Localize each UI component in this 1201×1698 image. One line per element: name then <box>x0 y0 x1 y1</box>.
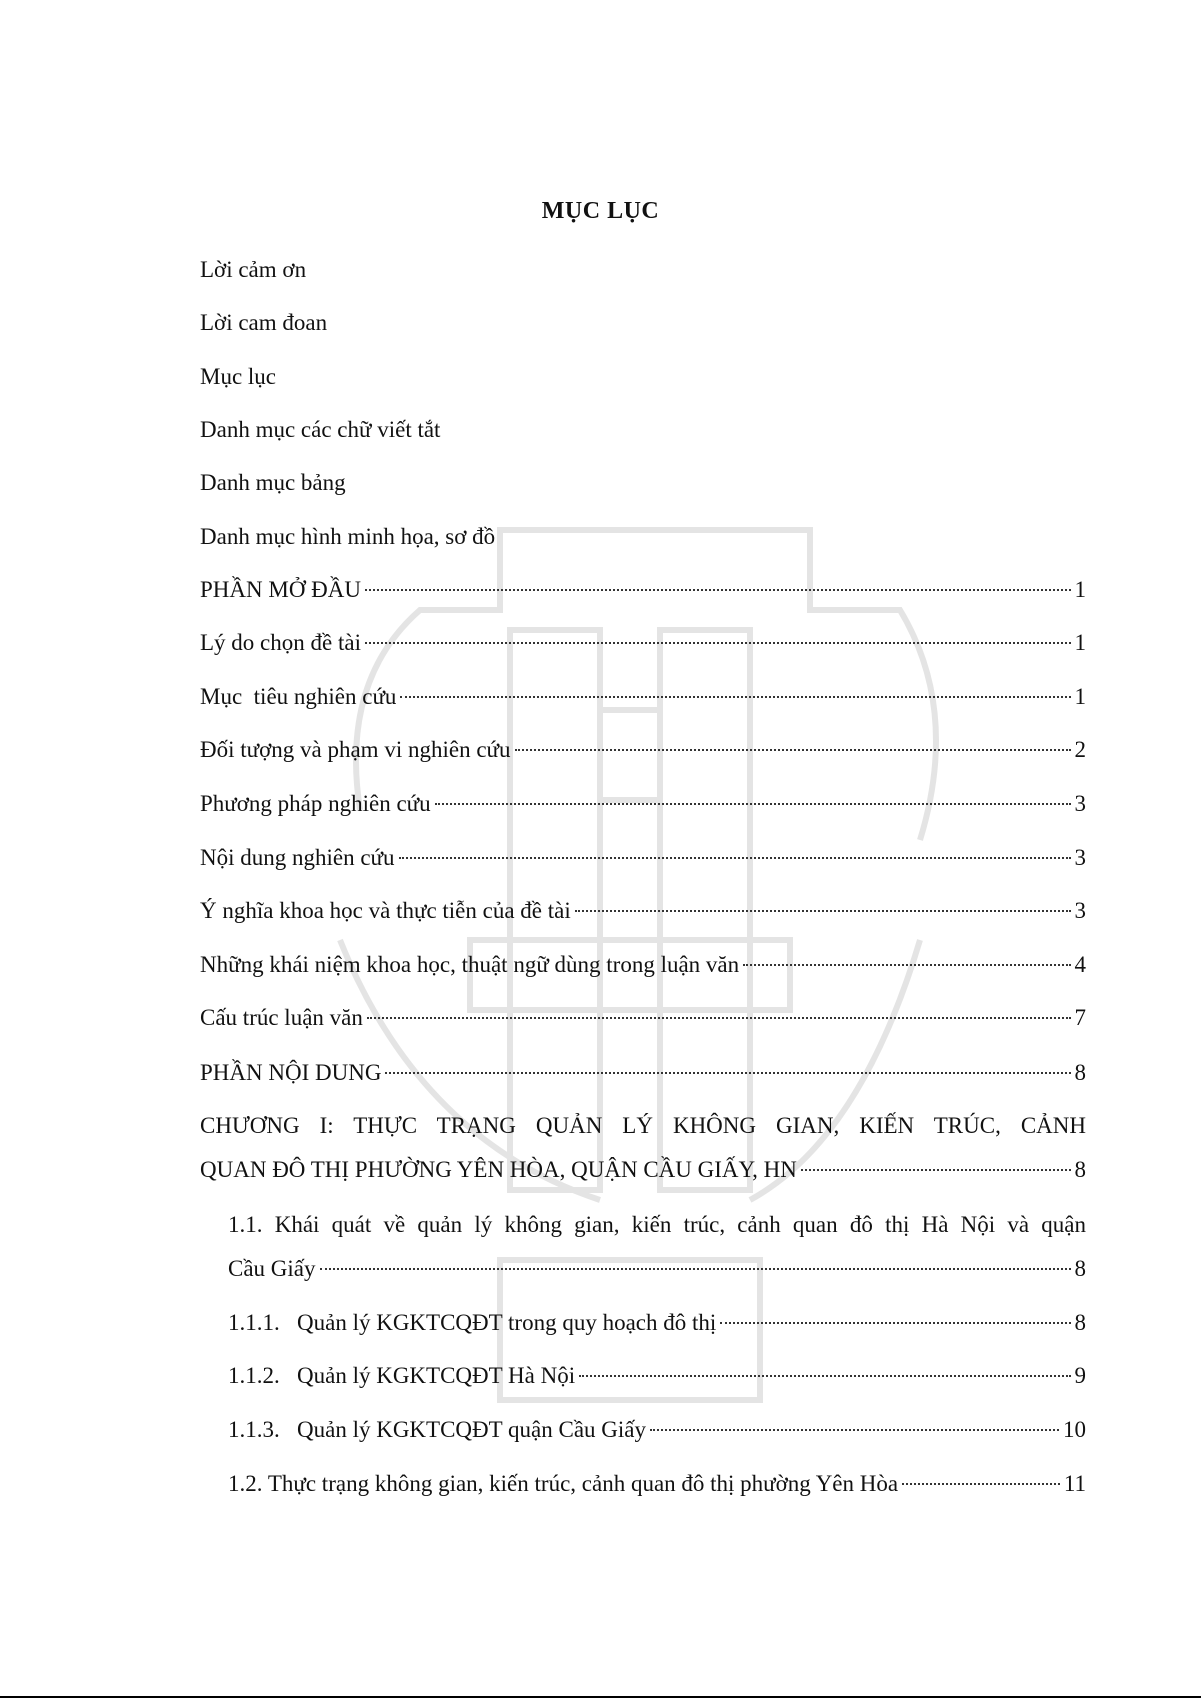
leader-dots <box>575 910 1071 912</box>
toc-entry <box>200 1060 1086 1086</box>
toc-entry-label: Cấu trúc luận văn <box>200 1005 363 1030</box>
toc-page-number: 8 <box>1074 1157 1086 1182</box>
leader-dots <box>399 857 1071 859</box>
toc-entry-label: Đối tượng và phạm vi nghiên cứu <box>200 737 511 762</box>
toc-entry <box>200 898 1086 924</box>
toc-page-number: 3 <box>1074 791 1086 816</box>
toc-entry-label: 1.1.1. Quản lý KGKTCQĐT trong quy hoạch đô thị <box>228 1310 717 1335</box>
toc-page-number: 3 <box>1074 845 1086 870</box>
toc-entry <box>200 845 1086 871</box>
chapter-1-heading-line1: CHƯƠNG I: THỰC TRẠNG QUẢN LÝ KHÔNG GIAN, KIẾN TRÚC, CẢNH <box>200 1113 1086 1138</box>
toc-entry-label: PHẦN NỘI DUNG <box>200 1060 382 1085</box>
toc-entry-label: Những khái niệm khoa học, thuật ngữ dùng trong luận văn <box>200 952 740 977</box>
toc-entry-label: Cầu Giấy <box>228 1256 316 1281</box>
toc-page-number: 3 <box>1074 898 1086 923</box>
leader-dots <box>801 1169 1071 1171</box>
leader-dots <box>400 696 1070 698</box>
toc-page-number: 11 <box>1063 1471 1086 1496</box>
front-matter-contents: Mục lục <box>200 364 277 389</box>
leader-dots <box>320 1268 1071 1270</box>
toc-page-number: 1 <box>1074 577 1086 602</box>
toc-entry-label: 1.1.3. Quản lý KGKTCQĐT quận Cầu Giấy <box>228 1417 646 1442</box>
toc-entry-label: 1.1.2. Quản lý KGKTCQĐT Hà Nội <box>228 1363 576 1388</box>
toc-entry <box>200 791 1086 817</box>
leader-dots <box>515 749 1071 751</box>
leader-dots <box>650 1429 1059 1431</box>
leader-dots <box>365 642 1071 644</box>
toc-entry-label: Phương pháp nghiên cứu <box>200 791 431 816</box>
toc-entry-label: 1.2. Thực trạng không gian, kiến trúc, cảnh quan đô thị phường Yên Hòa <box>228 1471 899 1496</box>
leader-dots <box>367 1017 1071 1019</box>
toc-page-number: 4 <box>1074 952 1086 977</box>
toc-subsection <box>228 1363 1086 1389</box>
leader-dots <box>365 589 1070 591</box>
toc-entry <box>200 1005 1086 1031</box>
front-matter-abbreviations: Danh mục các chữ viết tắt <box>200 417 441 442</box>
toc-entry-label: Lý do chọn đề tài <box>200 630 361 655</box>
leader-dots <box>902 1483 1060 1485</box>
toc-subsection <box>228 1310 1086 1336</box>
toc-page-number: 1 <box>1074 630 1086 655</box>
toc-page-number: 9 <box>1074 1363 1086 1388</box>
toc-page-number: 8 <box>1074 1256 1086 1281</box>
toc-entry <box>200 577 1086 603</box>
toc-entry-label: Nội dung nghiên cứu <box>200 845 395 870</box>
toc-entry-label: PHẦN MỞ ĐẦU <box>200 577 362 602</box>
toc-entry <box>200 952 1086 978</box>
front-matter-figures: Danh mục hình minh họa, sơ đồ <box>200 524 496 549</box>
section-1-1-line2 <box>228 1256 1086 1282</box>
chapter-1-heading-line2 <box>200 1157 1086 1183</box>
leader-dots <box>385 1072 1070 1074</box>
toc-entry <box>200 630 1086 656</box>
toc-entry <box>200 737 1086 763</box>
toc-page-number: 2 <box>1074 737 1086 762</box>
toc-page-number: 8 <box>1074 1060 1086 1085</box>
toc-subsection <box>228 1471 1086 1497</box>
front-matter-acknowledgement: Lời cảm ơn <box>200 257 307 282</box>
toc-page-number: 1 <box>1074 684 1086 709</box>
front-matter-tables: Danh mục bảng <box>200 470 346 495</box>
toc-page-number: 10 <box>1063 1417 1086 1442</box>
section-1-1-line1: 1.1. Khái quát về quản lý không gian, kiến trúc, cảnh quan đô thị Hà Nội và quận <box>228 1212 1086 1237</box>
toc-title: MỤC LỤC <box>541 198 660 224</box>
leader-dots <box>579 1375 1070 1377</box>
toc-entry-label: Mục tiêu nghiên cứu <box>200 684 397 709</box>
toc-entry-label: QUAN ĐÔ THỊ PHƯỜNG YÊN HÒA, QUẬN CẦU GIẤY, HN <box>200 1157 797 1182</box>
toc-entry-label: Ý nghĩa khoa học và thực tiễn của đề tài <box>200 898 571 923</box>
toc-subsection <box>228 1417 1086 1443</box>
leader-dots <box>743 964 1070 966</box>
front-matter-declaration: Lời cam đoan <box>200 310 328 335</box>
toc-entry <box>200 684 1086 710</box>
toc-page-number: 7 <box>1074 1005 1086 1030</box>
leader-dots <box>720 1322 1070 1324</box>
leader-dots <box>435 803 1071 805</box>
toc-page-number: 8 <box>1074 1310 1086 1335</box>
